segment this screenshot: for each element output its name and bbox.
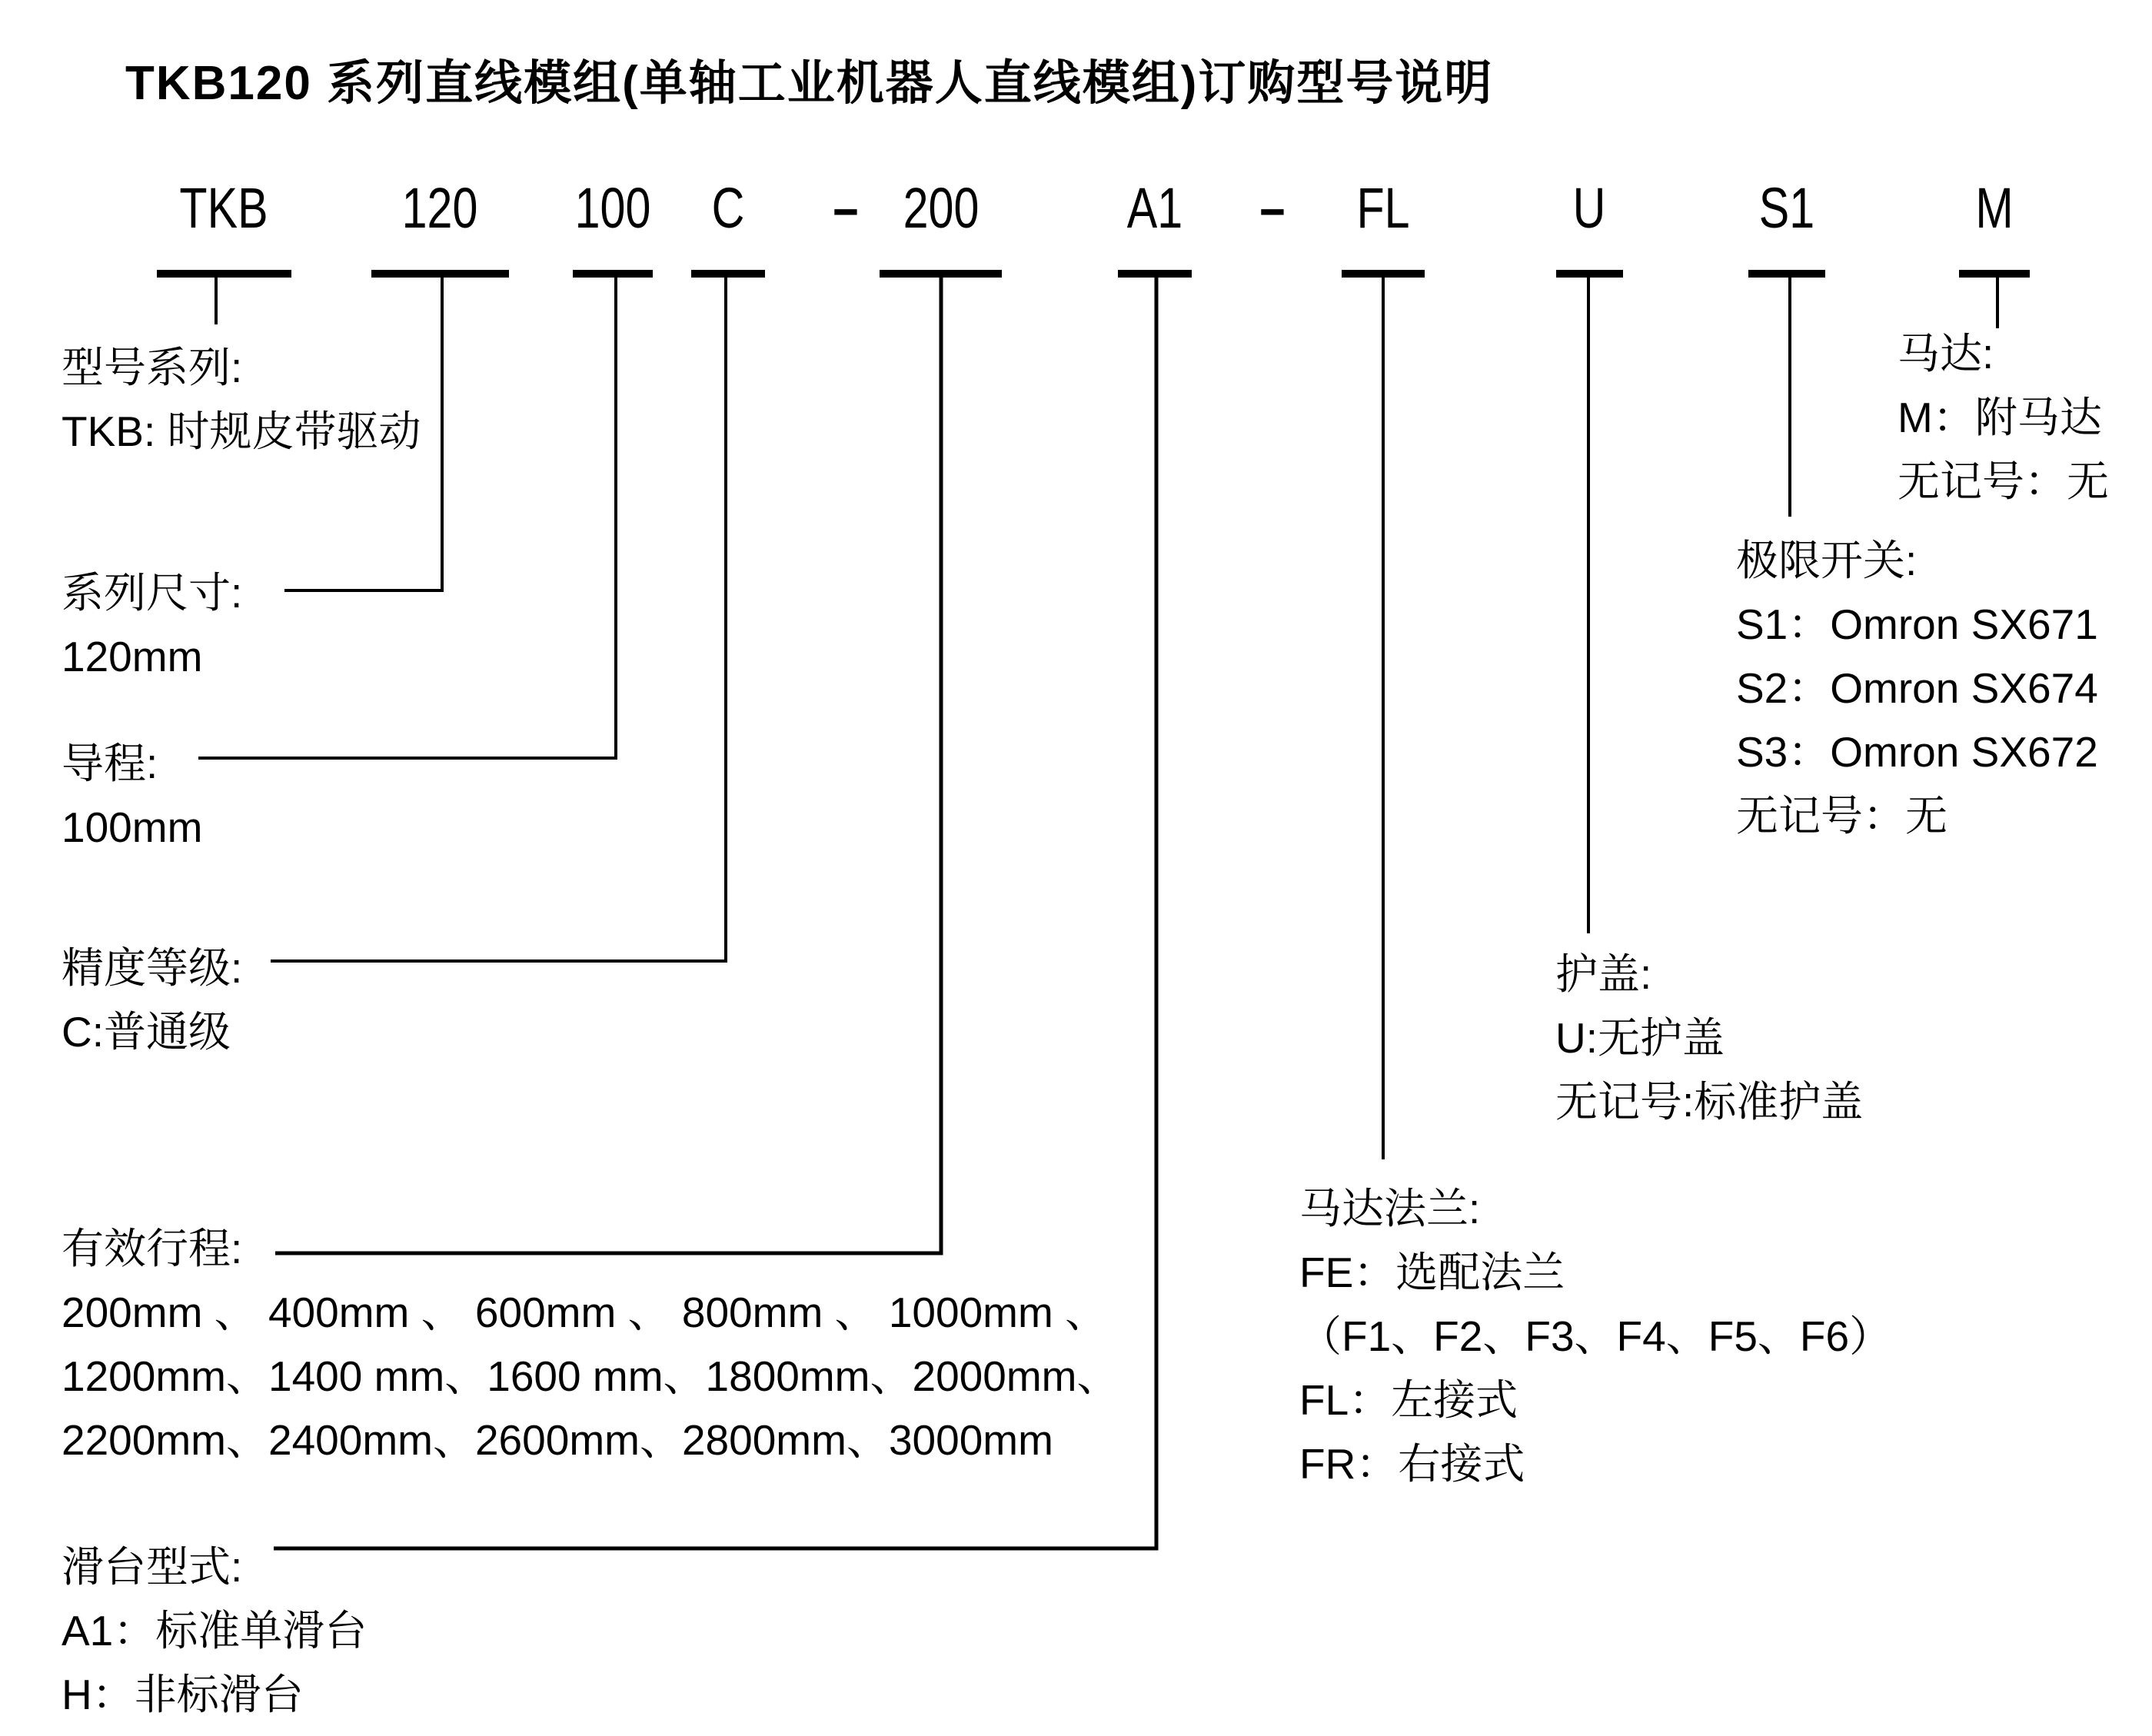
code-segment-limit: S1 xyxy=(1758,176,1815,240)
annotation-line: S2：Omron SX674 xyxy=(1736,664,2098,712)
code-segment-size: 120 xyxy=(401,176,478,240)
annotation-line: 有效行程: xyxy=(62,1225,243,1272)
code-segment-flange: FL xyxy=(1356,176,1410,240)
annotation-line: M：附马达 xyxy=(1898,394,2102,441)
code-separator-2: – xyxy=(1259,176,1286,240)
annotation-line: U:无护盖 xyxy=(1555,1014,1725,1062)
annotation-line: 马达法兰: xyxy=(1299,1185,1481,1232)
code-segment-accuracy: C xyxy=(711,176,745,240)
annotation-motor-flange xyxy=(1299,1177,1891,1496)
annotation-line: 系列尺寸: xyxy=(62,569,243,617)
annotation-line: 1200mm、1400 mm、1600 mm、1800mm、2000mm、 xyxy=(62,1352,1119,1400)
annotation-model-series xyxy=(62,336,421,464)
annotation-line: 无记号：无 xyxy=(1736,792,1948,840)
annotation-line: S3：Omron SX672 xyxy=(1736,728,2098,776)
annotation-line: 精度等级: xyxy=(62,944,243,992)
annotation-motor xyxy=(1898,322,2109,514)
annotation-line: TKB: 时规皮带驱动 xyxy=(62,407,421,455)
code-segment-series: TKB xyxy=(179,176,268,240)
annotation-line: 型号系列: xyxy=(62,344,243,391)
annotation-line: FL：左接式 xyxy=(1299,1376,1518,1424)
annotation-accuracy-grade xyxy=(62,936,242,1064)
annotation-line: 滑台型式: xyxy=(62,1543,243,1591)
annotation-limit-switch xyxy=(1736,529,2098,848)
code-separator-1: – xyxy=(833,176,859,240)
annotation-line: FR：右接式 xyxy=(1299,1440,1525,1488)
annotation-line: FE：选配法兰 xyxy=(1299,1249,1565,1296)
code-segment-slider: A1 xyxy=(1126,176,1183,240)
annotation-line: H：非标滑台 xyxy=(62,1671,304,1718)
annotation-effective-stroke xyxy=(62,1217,1119,1472)
code-segment-cover: U xyxy=(1572,176,1606,240)
annotation-line: 护盖: xyxy=(1555,950,1652,998)
code-segment-stroke: 200 xyxy=(903,176,980,240)
annotation-line: 导程: xyxy=(62,740,158,787)
annotation-line: 2200mm、2400mm、2600mm、2800mm、3000mm xyxy=(62,1416,1053,1464)
annotation-line: 极限开关: xyxy=(1736,537,1918,584)
page-title: TKB120 系列直线模组(单轴工业机器人直线模组)订购型号说明 xyxy=(125,57,1494,110)
annotation-cover xyxy=(1555,943,1863,1134)
annotation-lead xyxy=(62,732,202,860)
annotation-line: C:普通级 xyxy=(62,1008,231,1056)
code-segment-lead: 100 xyxy=(574,176,651,240)
annotation-slider-type xyxy=(62,1535,367,1727)
annotation-line: A1：标准单滑台 xyxy=(62,1607,368,1655)
code-segment-motor: M xyxy=(1975,176,2014,240)
annotation-line: 100mm xyxy=(62,803,203,851)
annotation-series-size xyxy=(62,561,242,689)
annotation-line: 马达: xyxy=(1898,330,1994,377)
annotation-line: 200mm 、 400mm 、 600mm 、 800mm 、 1000mm 、 xyxy=(62,1289,1108,1336)
annotation-line: S1：Omron SX671 xyxy=(1736,600,2098,648)
annotation-line: （F1、F2、F3、F4、F5、F6） xyxy=(1299,1312,1892,1360)
annotation-line: 无记号：无 xyxy=(1898,457,2110,505)
annotation-line: 120mm xyxy=(62,633,203,680)
annotation-line: 无记号:标准护盖 xyxy=(1555,1078,1864,1126)
